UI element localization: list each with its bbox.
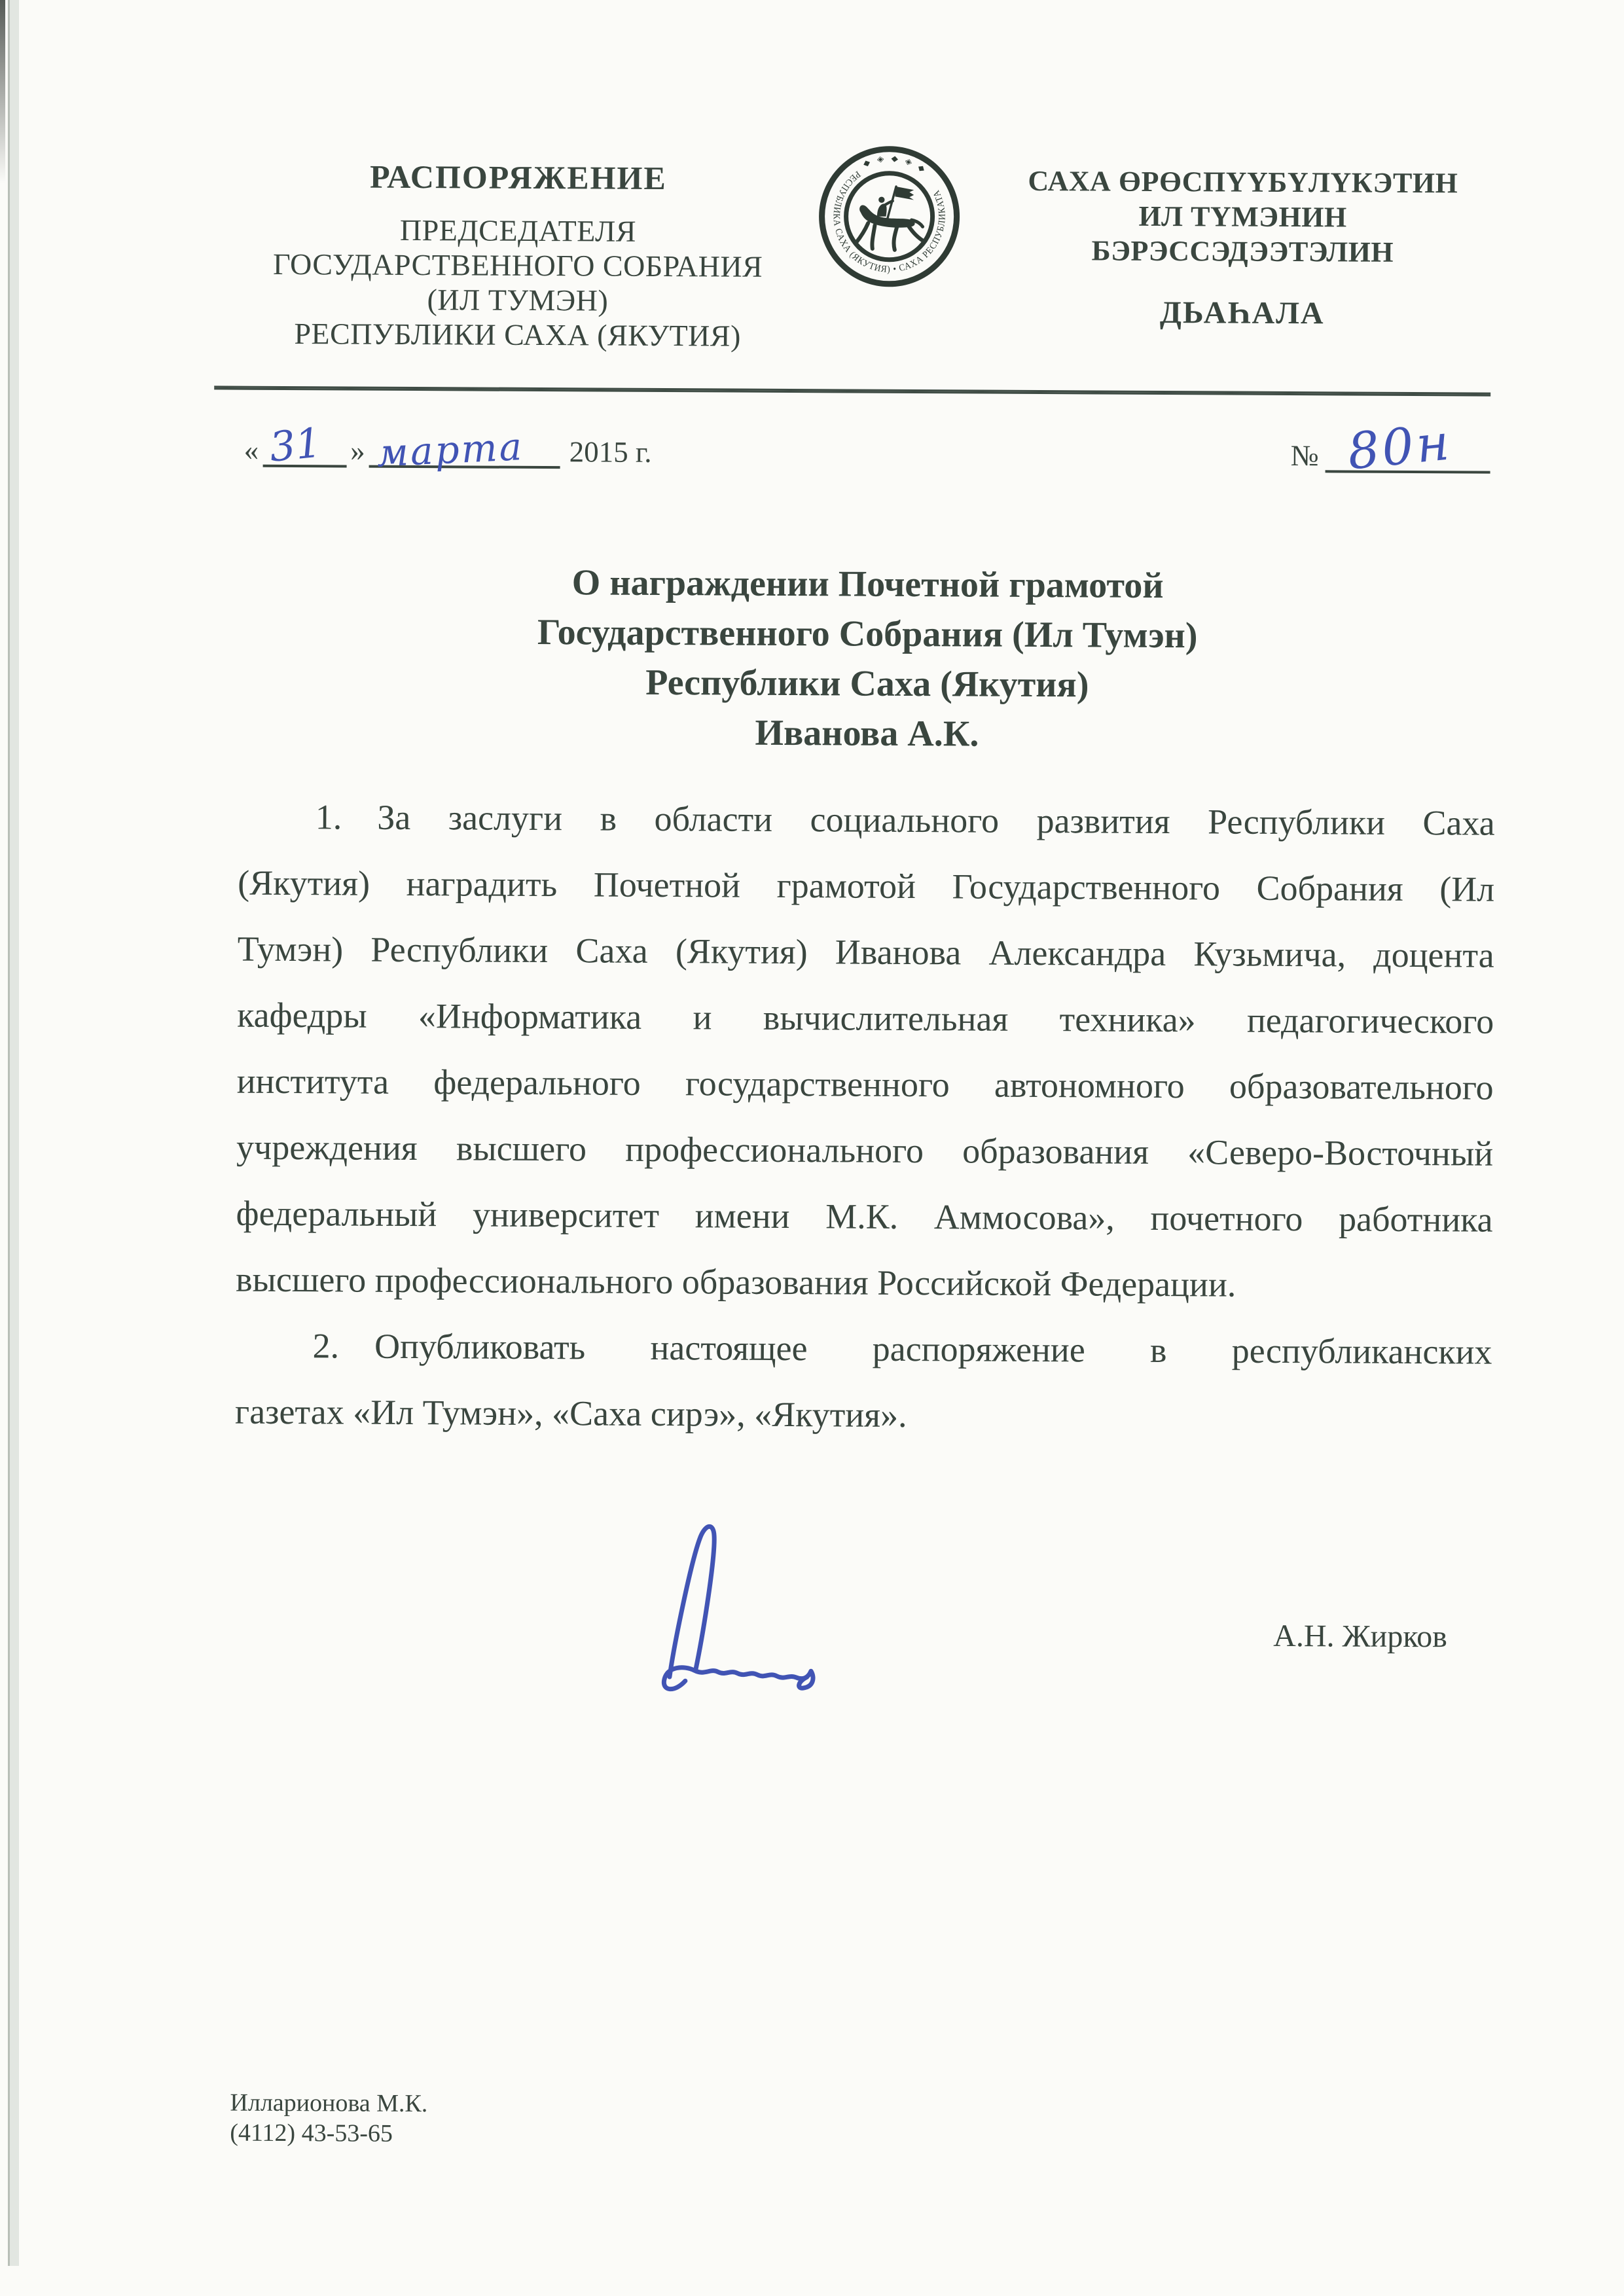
- body-line: 1. За заслуги в области социального развития Республики Саха: [315, 797, 1495, 843]
- handwritten-month: марта: [376, 424, 525, 476]
- document-body: [235, 784, 1495, 1452]
- horse-rider-banner-figure: [856, 187, 924, 250]
- body-line: 2. Опубликовать настоящее распоряжение в республиканских: [312, 1326, 1492, 1372]
- letterhead-line: САХА ӨРӨСПҮҮБҮЛҮКЭТИН: [1028, 164, 1458, 200]
- title-line: Государственного Собрания (Ил Тумэн): [537, 611, 1198, 656]
- sakha-coat-of-arms-seal: [814, 141, 964, 291]
- body-line: института федерального государственного автономного образовательного: [236, 1061, 1494, 1107]
- executor-phone: (4112) 43-53-65: [230, 2119, 393, 2147]
- day-field: [262, 418, 346, 471]
- letterhead-yakut: [1010, 164, 1475, 332]
- body-line: газетах «Ил Тумэн», «Саха сирэ», «Якутия».: [234, 1391, 907, 1435]
- letterhead-line: ИЛ ТҮМЭНИН: [1138, 200, 1347, 234]
- handwritten-signature: [607, 1502, 844, 1693]
- number-sign: №: [1290, 439, 1319, 473]
- letterhead-line: БЭРЭССЭДЭЭТЭЛИН: [1091, 234, 1394, 268]
- body-line: (Якутия) наградить Почетной грамотой Государственного Собрания (Ил: [238, 863, 1495, 909]
- letterhead-line: ПРЕДСЕДАТЕЛЯ: [399, 213, 637, 248]
- executor-contact: [230, 2088, 427, 2149]
- handwritten-number: 80н: [1344, 412, 1454, 481]
- letterhead-line: РЕСПУБЛИКИ САХА (ЯКУТИЯ): [294, 317, 741, 353]
- letterhead-line: (ИЛ ТУМЭН): [427, 283, 609, 317]
- doc-type-yakut: ДЬАҺАЛА: [1159, 295, 1325, 331]
- signatory-name: А.Н. Жирков: [1273, 1618, 1447, 1655]
- body-line: учреждения высшего профессионального образования «Северо-Восточный: [236, 1127, 1494, 1174]
- number-field: [1326, 412, 1490, 481]
- executor-name: Илларионова М.К.: [230, 2089, 428, 2118]
- body-line: кафедры «Информатика и вычислительная техника» педагогического: [237, 995, 1494, 1041]
- title-line: Республики Саха (Якутия): [645, 662, 1089, 706]
- header-divider-rule: [214, 386, 1490, 396]
- title-line: О награждении Почетной грамотой: [571, 562, 1164, 607]
- year-label: 2015 г.: [569, 435, 652, 469]
- month-field: [369, 424, 560, 476]
- date-number-row: [240, 412, 1490, 481]
- number-group: [1290, 412, 1490, 481]
- handwritten-day: 31: [266, 418, 323, 471]
- document-title: [238, 556, 1496, 762]
- letterhead-line: ГОСУДАРСТВЕННОГО СОБРАНИЯ: [272, 247, 763, 283]
- body-line: Тумэн) Республики Саха (Якутия) Иванова Александра Кузьмича, доцента: [237, 929, 1494, 975]
- close-quote: »: [350, 434, 365, 467]
- letterhead-russian: [240, 157, 797, 353]
- open-quote: «: [244, 433, 259, 467]
- seal-ornament: ◆ ◈ ◆ ◈ ◆ ◈ ◆: [861, 153, 928, 219]
- seal-ring-text: РЕСПУБЛИКА САХА (ЯКУТИЯ) • САХА РЕСПУБЛИКАТА: [831, 168, 948, 275]
- body-line: федеральный университет имени М.К. Аммосова», почетного работника: [236, 1193, 1493, 1240]
- seal-graphic: [814, 141, 964, 291]
- title-line: Иванова А.К.: [755, 712, 979, 755]
- body-line: высшего профессионального образования Российской Федерации.: [235, 1259, 1236, 1304]
- doc-type-russian: РАСПОРЯЖЕНИЕ: [369, 158, 667, 197]
